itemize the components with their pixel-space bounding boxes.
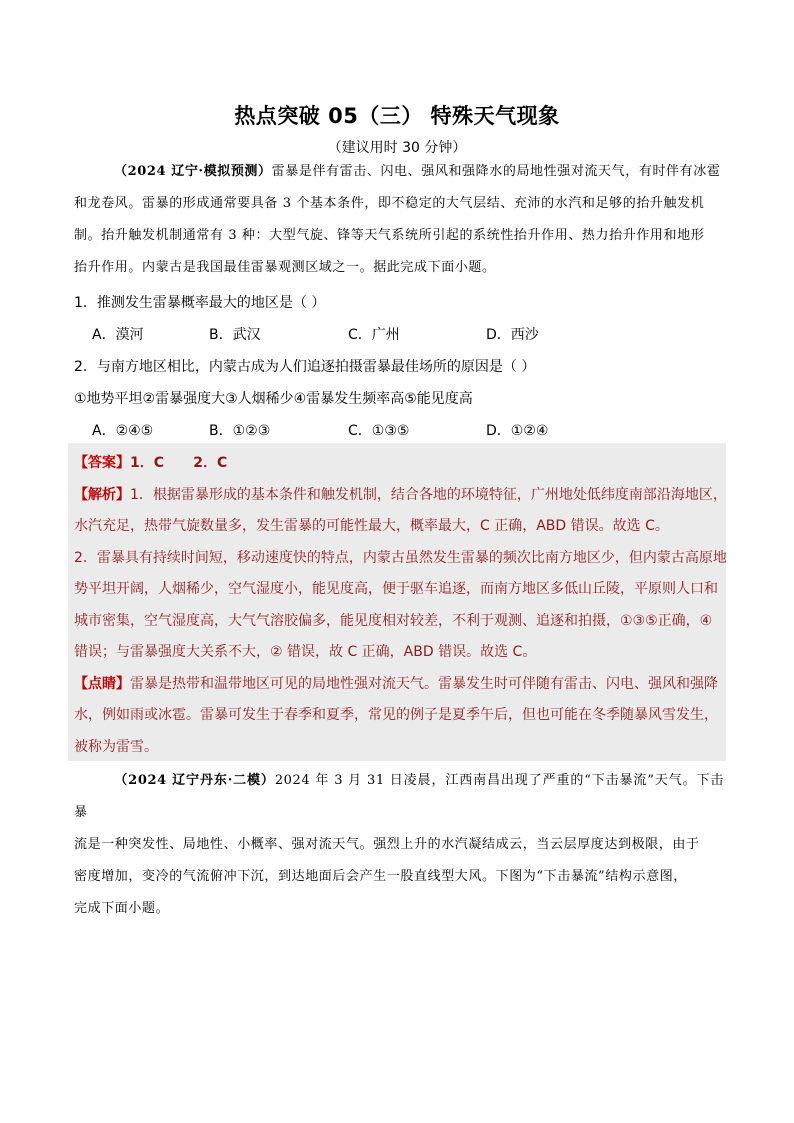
analysis-line-2: 水汽充足，热带气旋数量多，发生雷暴的可能性最大，概率最大，C 正确，ABD 错误。故选 C。 (74, 518, 669, 534)
analysis-line-4: 势平坦开阔，人烟稀少，空气湿度小，能见度高，便于驱车追逐，而南方地区多低山丘陵，平原则人口和 (74, 581, 718, 597)
passage-1-line-2: 和龙卷风。雷暴的形成通常要具备 3 个基本条件，即不稳定的大气层结、充沛的水汽和足够的抬升触发机 (74, 196, 705, 211)
passage-1-line-3: 制。抬升触发机制通常有 3 种：大型气旋、锋等天气系统所引起的系统性抬升作用、热力抬升作用和地形 (74, 228, 705, 243)
question-2-stem: 2．与南方地区相比，内蒙古成为人们追逐拍摄雷暴最佳场所的原因是（ ） (74, 359, 536, 375)
q2-option-b[interactable]: B．①②③ (209, 423, 271, 439)
analysis-line-3: 2．雷暴具有持续时间短，移动速度快的特点，内蒙古虽然发生雷暴的频次比南方地区少，但内蒙古高原地 (74, 550, 727, 566)
passage-1-source: （2024 辽宁·模拟预测） (114, 164, 272, 179)
page-title: 热点突破 05（三） 特殊天气现象 (234, 104, 560, 128)
question-1-stem: 1．推测发生雷暴概率最大的地区是（ ） (74, 295, 326, 311)
q1-option-b[interactable]: B．武汉 (209, 327, 261, 343)
passage-2-line-1: （2024 辽宁丹东·二模）2024 年 3 月 31 日凌晨，江西南昌出现了严重的“下击暴流”天气。下击暴 (74, 773, 724, 820)
tip-line-2: 水，例如雨或冰雹。雷暴可发生于春季和夏季，常见的例子是夏季午后，但也可能在冬季随暴风雪发生， (74, 707, 718, 723)
analysis-line-1: 【解析】1．根据雷暴形成的基本条件和触发机制，结合各地的环境特征，广州地处低纬度南部沿海地区， (74, 487, 727, 503)
passage-2-line-3: 密度增加，变冷的气流俯冲下沉，到达地面后会产生一股直线型大风。下图为“下击暴流”结构示意图， (74, 869, 687, 884)
analysis-line-5: 城市密集，空气湿度高，大气气溶胶偏多，能见度相对较差，不利于观测、追逐和拍摄，①③⑤正确，④ (74, 613, 713, 629)
passage-1-line-1: （2024 辽宁·模拟预测）雷暴是伴有雷击、闪电、强风和强降水的局地性强对流天气，有时伴有冰雹 (114, 164, 721, 179)
passage-2-line-2: 流是一种突发性、局地性、小概率、强对流天气。强烈上升的水汽凝结成云，当云层厚度达到极限，由于 (74, 837, 700, 852)
q1-option-d[interactable]: D．西沙 (486, 327, 539, 343)
passage-2-source: （2024 辽宁丹东·二模） (114, 773, 275, 788)
answer-tag: 【答案】 (74, 455, 130, 471)
tip-line-1: 【点睛】雷暴是热带和温带地区可见的局地性强对流天气。雷暴发生时可伴随有雷击、闪电、强风和强降 (74, 676, 718, 692)
question-2-items: ①地势平坦②雷暴强度大③人烟稀少④雷暴发生频率高⑤能见度高 (74, 391, 473, 407)
passage-2 (74, 765, 724, 925)
analysis-tag: 【解析】 (74, 487, 130, 503)
q2-option-d[interactable]: D．①②④ (486, 423, 549, 439)
answer-line (74, 452, 734, 472)
q2-option-a[interactable]: A．②④⑤ (92, 423, 154, 439)
q1-option-c[interactable]: C．广州 (348, 327, 400, 343)
passage-2-line-4: 完成下面小题。 (74, 901, 170, 916)
answer-text: 1．C 2．C (130, 455, 228, 471)
q2-option-c[interactable]: C．①③⑤ (348, 423, 410, 439)
passage-1-line-4: 抬升作用。内蒙古是我国最佳雷暴观测区域之一。据此完成下面小题。 (74, 260, 496, 275)
page-subtitle: （建议用时 30 分钟） (327, 140, 467, 156)
analysis-line-6: 错误；与雷暴强度大关系不大，② 错误，故 C 正确，ABD 错误。故选 C。 (74, 644, 537, 660)
tip-tag: 【点睛】 (74, 676, 130, 692)
q1-option-a[interactable]: A．漠河 (92, 327, 144, 343)
tip-line-3: 被称为雷雪。 (74, 739, 158, 755)
passage-1 (74, 156, 724, 284)
